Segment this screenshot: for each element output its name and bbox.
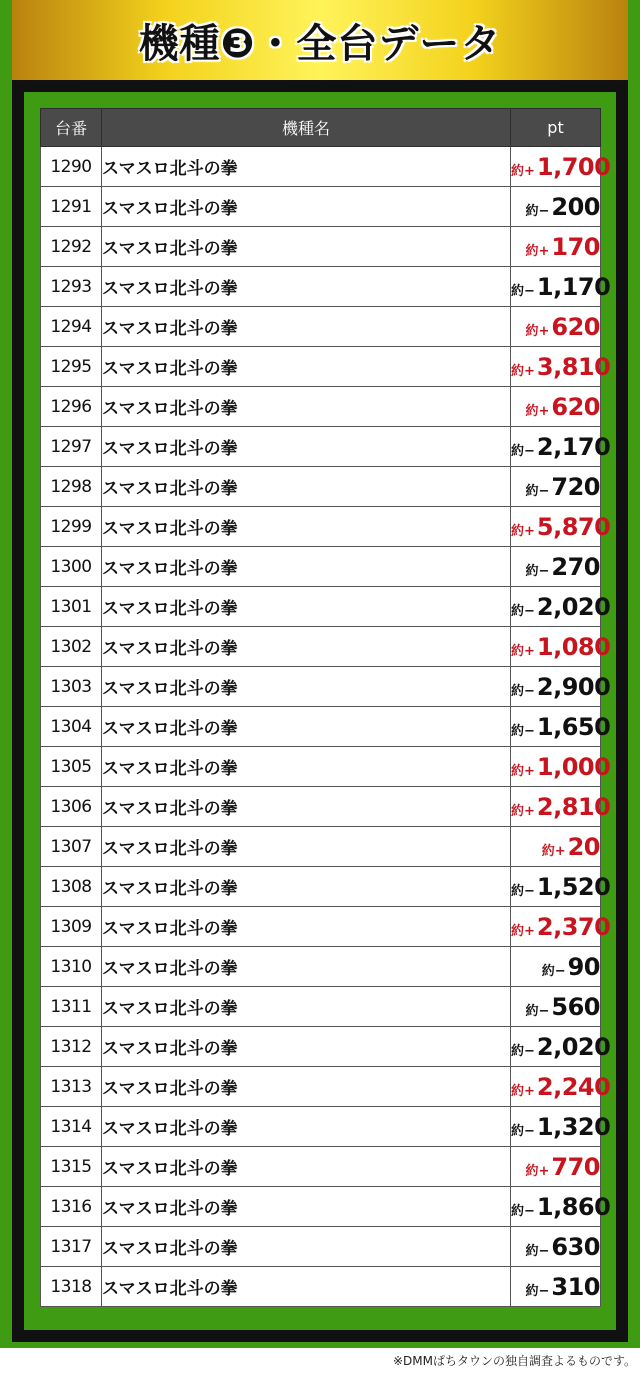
pt-cell xyxy=(511,667,611,707)
pt-prefix: 約+ xyxy=(511,923,535,939)
pt-value: 620 xyxy=(551,392,600,421)
machine-number-cell: 1301 xyxy=(41,587,102,627)
title-banner xyxy=(12,0,628,80)
pt-prefix: 約− xyxy=(511,883,535,899)
machine-name-cell: スマスロ北斗の拳 xyxy=(102,547,511,587)
pt-cell xyxy=(511,507,611,547)
pt-cell xyxy=(511,747,611,787)
table-row xyxy=(41,427,601,467)
machine-name-cell: スマスロ北斗の拳 xyxy=(102,187,511,227)
table-row xyxy=(41,1227,601,1267)
pt-prefix: 約− xyxy=(525,1243,550,1259)
pt-cell xyxy=(511,907,611,947)
table-row xyxy=(41,987,601,1027)
pt-value: 2,240 xyxy=(536,1072,611,1101)
machine-name-cell: スマスロ北斗の拳 xyxy=(102,627,511,667)
machine-number-cell: 1293 xyxy=(41,267,102,307)
machine-number-cell: 1309 xyxy=(41,907,102,947)
pt-cell xyxy=(511,147,611,187)
machine-number-cell: 1310 xyxy=(41,947,102,987)
pt-value: 620 xyxy=(551,312,600,341)
pt-value: 630 xyxy=(551,1232,600,1261)
footnote: ※DMMぱちタウンの独自調査よるものです。 xyxy=(392,1354,636,1368)
machine-name-cell: スマスロ北斗の拳 xyxy=(102,1227,511,1267)
machine-name-cell: スマスロ北斗の拳 xyxy=(102,1187,511,1227)
pt-value: 1,700 xyxy=(536,152,611,181)
machine-number-cell: 1315 xyxy=(41,1147,102,1187)
table-row xyxy=(41,787,601,827)
pt-cell xyxy=(511,1067,611,1107)
pt-prefix: 約− xyxy=(511,683,535,699)
table-header-row xyxy=(41,109,601,147)
machine-name-cell: スマスロ北斗の拳 xyxy=(102,787,511,827)
table-row xyxy=(41,1107,601,1147)
machine-number-cell: 1308 xyxy=(41,867,102,907)
machine-name-cell: スマスロ北斗の拳 xyxy=(102,307,511,347)
pt-prefix: 約+ xyxy=(525,1163,550,1179)
pt-prefix: 約− xyxy=(541,963,566,979)
machine-name-cell: スマスロ北斗の拳 xyxy=(102,867,511,907)
machine-name-cell: スマスロ北斗の拳 xyxy=(102,1147,511,1187)
machine-number-cell: 1317 xyxy=(41,1227,102,1267)
pt-cell xyxy=(511,827,601,867)
pt-value: 2,020 xyxy=(536,1032,611,1061)
pt-prefix: 約+ xyxy=(511,803,535,819)
pt-prefix: 約− xyxy=(511,283,535,299)
pt-value: 2,170 xyxy=(536,432,611,461)
pt-value: 2,900 xyxy=(536,672,611,701)
pt-cell xyxy=(511,227,601,267)
machine-number-cell: 1304 xyxy=(41,707,102,747)
table-row xyxy=(41,947,601,987)
column-header-pt: pt xyxy=(511,109,601,147)
machine-number-cell: 1318 xyxy=(41,1267,102,1307)
machine-name-cell: スマスロ北斗の拳 xyxy=(102,587,511,627)
table-row xyxy=(41,907,601,947)
pt-prefix: 約− xyxy=(525,203,550,219)
table-row xyxy=(41,267,601,307)
pt-prefix: 約+ xyxy=(525,323,550,339)
machine-number-cell: 1294 xyxy=(41,307,102,347)
pt-cell xyxy=(511,467,601,507)
pt-value: 310 xyxy=(551,1272,600,1301)
table-row xyxy=(41,1187,601,1227)
machine-number-cell: 1314 xyxy=(41,1107,102,1147)
pt-cell xyxy=(511,947,601,987)
machine-name-cell: スマスロ北斗の拳 xyxy=(102,1067,511,1107)
machine-number-cell: 1303 xyxy=(41,667,102,707)
pt-prefix: 約− xyxy=(511,443,535,459)
machine-name-cell: スマスロ北斗の拳 xyxy=(102,427,511,467)
machine-number-cell: 1299 xyxy=(41,507,102,547)
table-row xyxy=(41,1267,601,1307)
pt-cell xyxy=(511,267,611,307)
pt-value: 720 xyxy=(551,472,600,501)
table-row xyxy=(41,587,601,627)
pt-value: 770 xyxy=(551,1152,600,1181)
machine-name-cell: スマスロ北斗の拳 xyxy=(102,747,511,787)
table-row xyxy=(41,147,601,187)
pt-prefix: 約− xyxy=(511,1203,535,1219)
pt-value: 90 xyxy=(567,952,600,981)
machine-number-cell: 1300 xyxy=(41,547,102,587)
table-row xyxy=(41,467,601,507)
data-table xyxy=(40,108,611,1307)
table-row xyxy=(41,707,601,747)
machine-name-cell: スマスロ北斗の拳 xyxy=(102,1107,511,1147)
machine-name-cell: スマスロ北斗の拳 xyxy=(102,267,511,307)
pt-prefix: 約+ xyxy=(525,243,550,259)
pt-value: 1,320 xyxy=(536,1112,611,1141)
machine-number-cell: 1307 xyxy=(41,827,102,867)
pt-value: 1,520 xyxy=(536,872,611,901)
pt-prefix: 約− xyxy=(511,1043,535,1059)
table-row xyxy=(41,1067,601,1107)
pt-value: 1,080 xyxy=(536,632,611,661)
pt-cell xyxy=(511,627,611,667)
machine-number-cell: 1297 xyxy=(41,427,102,467)
machine-number-cell: 1313 xyxy=(41,1067,102,1107)
table-row xyxy=(41,227,601,267)
machine-name-cell: スマスロ北斗の拳 xyxy=(102,667,511,707)
machine-name-cell: スマスロ北斗の拳 xyxy=(102,987,511,1027)
machine-name-cell: スマスロ北斗の拳 xyxy=(102,707,511,747)
pt-value: 3,810 xyxy=(536,352,611,381)
table-row xyxy=(41,387,601,427)
machine-number-cell: 1291 xyxy=(41,187,102,227)
machine-name-cell: スマスロ北斗の拳 xyxy=(102,1027,511,1067)
pt-cell xyxy=(511,1187,611,1227)
table-row xyxy=(41,867,601,907)
machine-name-cell: スマスロ北斗の拳 xyxy=(102,227,511,267)
pt-prefix: 約+ xyxy=(511,643,535,659)
pt-cell xyxy=(511,547,601,587)
pt-cell xyxy=(511,387,601,427)
machine-name-cell: スマスロ北斗の拳 xyxy=(102,347,511,387)
page-title: 機種❸・全台データ xyxy=(138,20,502,67)
pt-prefix: 約− xyxy=(525,483,550,499)
machine-name-cell: スマスロ北斗の拳 xyxy=(102,907,511,947)
pt-cell xyxy=(511,1147,601,1187)
machine-name-cell: スマスロ北斗の拳 xyxy=(102,1267,511,1307)
pt-value: 2,810 xyxy=(536,792,611,821)
table-row xyxy=(41,827,601,867)
machine-number-cell: 1295 xyxy=(41,347,102,387)
pt-value: 5,870 xyxy=(536,512,611,541)
pt-prefix: 約+ xyxy=(511,163,535,179)
pt-prefix: 約+ xyxy=(511,1083,535,1099)
table-row xyxy=(41,547,601,587)
table-row xyxy=(41,747,601,787)
pt-prefix: 約− xyxy=(511,1123,535,1139)
table-row xyxy=(41,1147,601,1187)
machine-number-cell: 1312 xyxy=(41,1027,102,1067)
pt-cell xyxy=(511,1027,611,1067)
pt-cell xyxy=(511,187,601,227)
pt-prefix: 約+ xyxy=(511,763,535,779)
pt-value: 1,860 xyxy=(536,1192,611,1221)
table-body xyxy=(41,147,611,1307)
machine-number-cell: 1311 xyxy=(41,987,102,1027)
machine-name-cell: スマスロ北斗の拳 xyxy=(102,147,511,187)
pt-cell xyxy=(511,1107,611,1147)
pt-value: 560 xyxy=(551,992,600,1021)
table-row xyxy=(41,507,601,547)
pt-prefix: 約+ xyxy=(511,363,535,379)
pt-value: 1,170 xyxy=(536,272,611,301)
pt-prefix: 約+ xyxy=(541,843,566,859)
pt-prefix: 約+ xyxy=(511,523,535,539)
machine-name-cell: スマスロ北斗の拳 xyxy=(102,387,511,427)
pt-prefix: 約− xyxy=(511,603,535,619)
machine-name-cell: スマスロ北斗の拳 xyxy=(102,947,511,987)
machine-number-cell: 1302 xyxy=(41,627,102,667)
pt-prefix: 約− xyxy=(525,563,550,579)
machine-number-cell: 1290 xyxy=(41,147,102,187)
pt-cell xyxy=(511,1227,601,1267)
table-row xyxy=(41,347,601,387)
machine-number-cell: 1292 xyxy=(41,227,102,267)
pt-cell xyxy=(511,307,601,347)
machine-name-cell: スマスロ北斗の拳 xyxy=(102,827,511,867)
pt-cell xyxy=(511,787,611,827)
table-row xyxy=(41,307,601,347)
column-header-number: 台番 xyxy=(41,109,102,147)
pt-cell xyxy=(511,1267,601,1307)
pt-value: 1,650 xyxy=(536,712,611,741)
pt-cell xyxy=(511,707,611,747)
pt-value: 200 xyxy=(551,192,600,221)
table-row xyxy=(41,187,601,227)
pt-value: 2,020 xyxy=(536,592,611,621)
machine-number-cell: 1305 xyxy=(41,747,102,787)
pt-value: 20 xyxy=(567,832,600,861)
pt-value: 1,000 xyxy=(536,752,611,781)
pt-value: 170 xyxy=(551,232,600,261)
machine-name-cell: スマスロ北斗の拳 xyxy=(102,507,511,547)
machine-number-cell: 1306 xyxy=(41,787,102,827)
machine-number-cell: 1298 xyxy=(41,467,102,507)
pt-cell xyxy=(511,867,611,907)
machine-name-cell: スマスロ北斗の拳 xyxy=(102,467,511,507)
pt-prefix: 約− xyxy=(511,723,535,739)
pt-prefix: 約+ xyxy=(525,403,550,419)
table-row xyxy=(41,1027,601,1067)
pt-cell xyxy=(511,427,611,467)
table-row xyxy=(41,627,601,667)
pt-cell xyxy=(511,587,611,627)
pt-value: 270 xyxy=(551,552,600,581)
pt-prefix: 約− xyxy=(525,1283,550,1299)
pt-value: 2,370 xyxy=(536,912,611,941)
column-header-machine: 機種名 xyxy=(102,109,511,147)
machine-number-cell: 1296 xyxy=(41,387,102,427)
machine-number-cell: 1316 xyxy=(41,1187,102,1227)
table-row xyxy=(41,667,601,707)
pt-prefix: 約− xyxy=(525,1003,550,1019)
pt-cell xyxy=(511,347,611,387)
pt-cell xyxy=(511,987,601,1027)
